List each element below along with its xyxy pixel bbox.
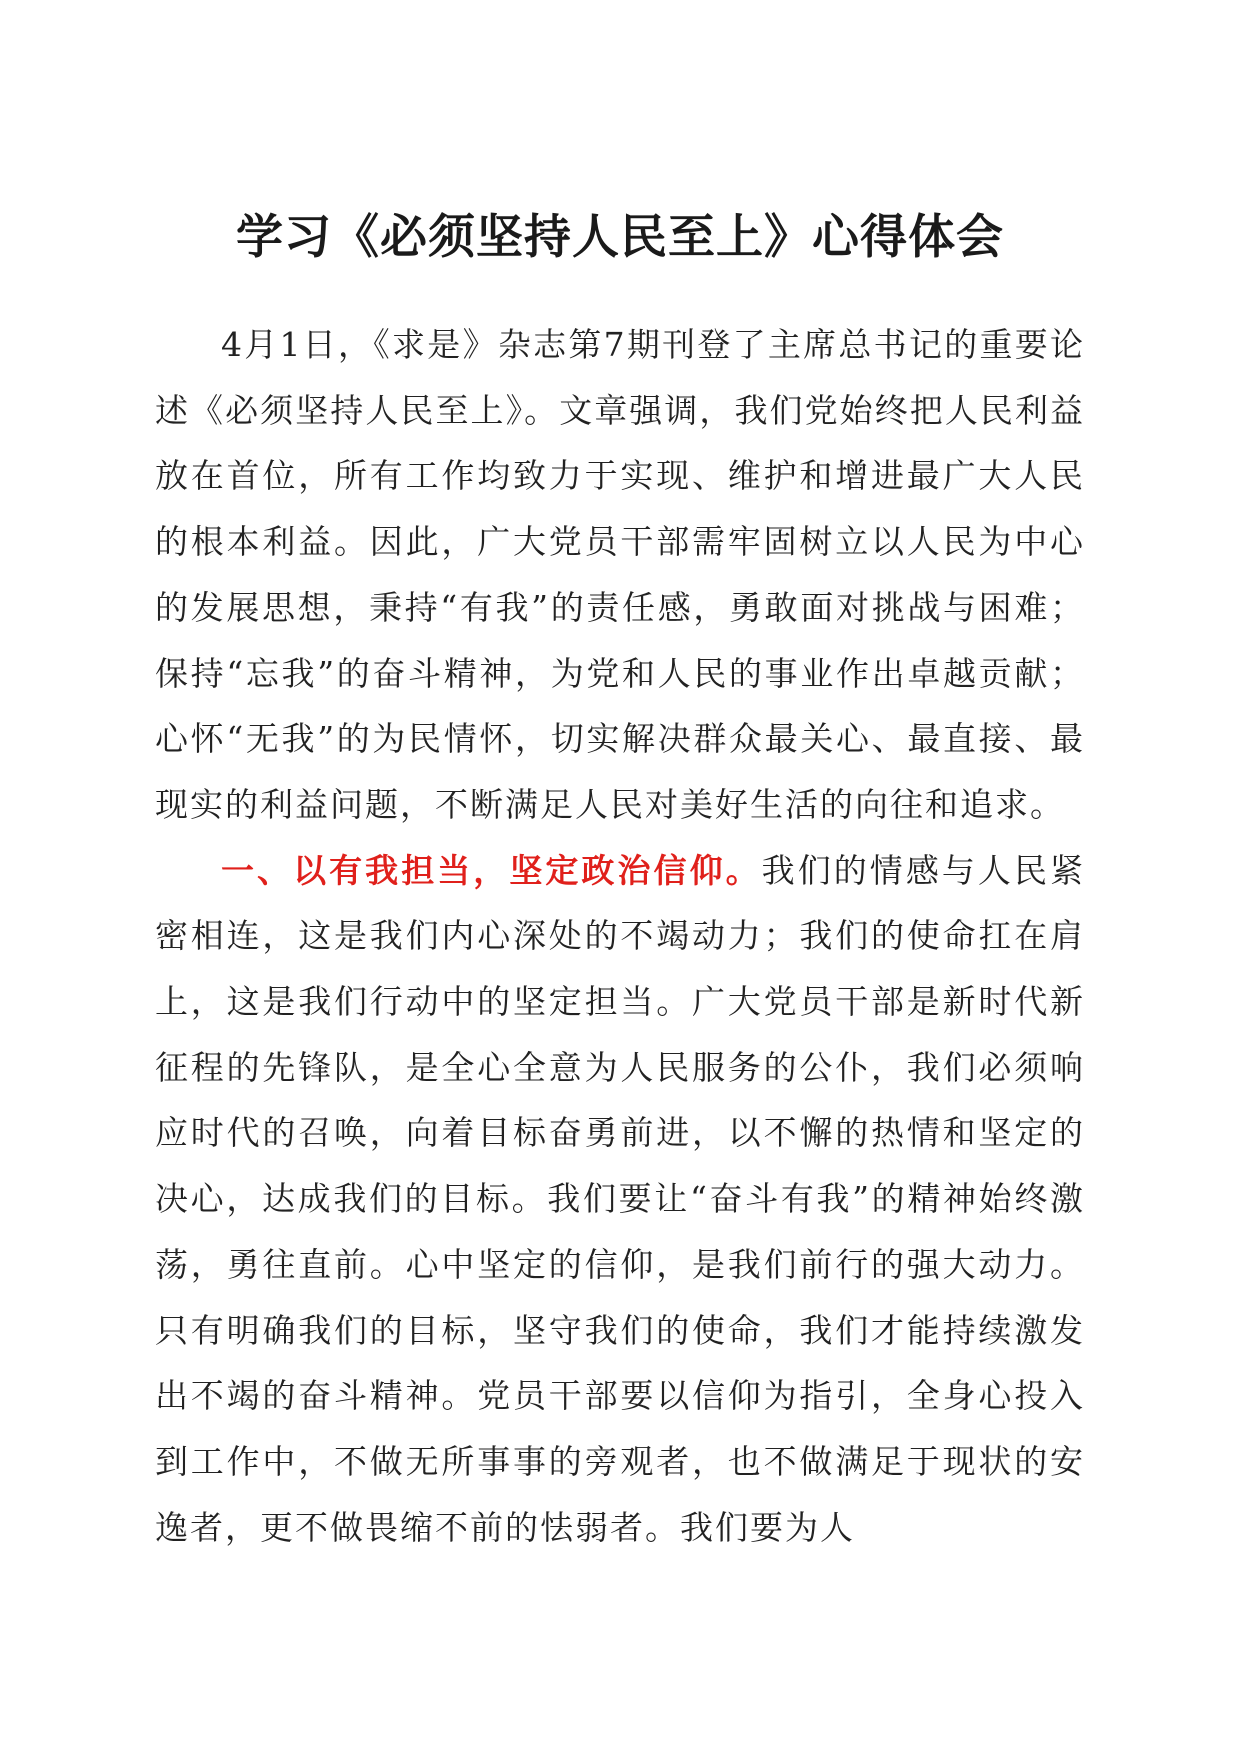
document-body	[155, 312, 1085, 1560]
document-title: 学习《必须坚持人民至上》心得体会	[236, 210, 1004, 265]
section-heading-1: 一、以有我担当，坚定政治信仰。	[221, 850, 762, 890]
paragraph-intro	[155, 312, 1085, 838]
paragraph-section-1	[155, 838, 1085, 1561]
paragraph-intro-text: 4月1日，《求是》杂志第7期刊登了主席总书记的重要论述《必须坚持人民至上》。文章强调，我们党始终把人民利益放在首位，所有工作均致力于实现、维护和增进最广大人民的根本利益。因此，广大党员干部需牢固树立以人民为中心的发展思想，秉持“有我”的责任感，勇敢面对挑战与困难；保持“忘我”的奋斗精神，为党和人民的事业作出卓越贡献；心怀“无我”的为民情怀，切实解决群众最关心、最直接、最现实的利益问题，不断满足人民对美好生活的向往和追求。	[155, 325, 1085, 824]
paragraph-section-1-text: 我们的情感与人民紧密相连，这是我们内心深处的不竭动力；我们的使命扛在肩上，这是我们行动中的坚定担当。广大党员干部是新时代新征程的先锋队，是全心全意为人民服务的公仆，我们必须响应时代的召唤，向着目标奋勇前进，以不懈的热情和坚定的决心，达成我们的目标。我们要让“奋斗有我”的精神始终激荡，勇往直前。心中坚定的信仰，是我们前行的强大动力。只有明确我们的目标，坚守我们的使命，我们才能持续激发出不竭的奋斗精神。党员干部要以信仰为指引，全身心投入到工作中，不做无所事事的旁观者，也不做满足于现状的安逸者，更不做畏缩不前的怯弱者。我们要为人	[155, 850, 1086, 1547]
